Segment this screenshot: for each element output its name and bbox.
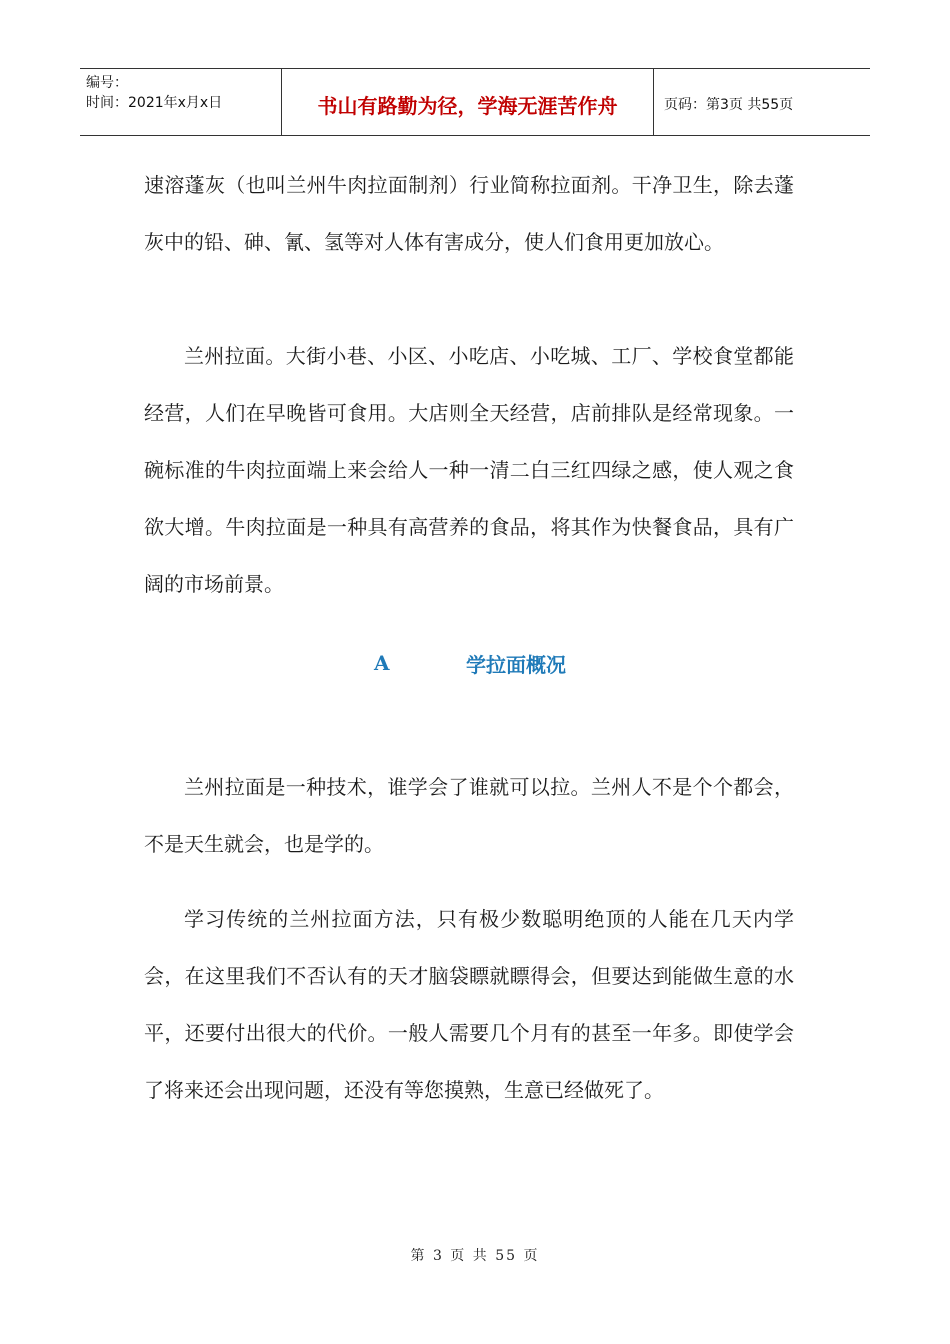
paragraph-2: 兰州拉面。大街小巷、小区、小吃店、小吃城、工厂、学校食堂都能经营，人们在早晚皆可食用。大店则全天经营，店前排队是经常现象。一碗标准的牛肉拉面端上来会给人一种一清二白三红四绿之感，使人观之食欲大增。牛肉拉面是一种具有高营养的食品，将其作为快餐食品，具有广阔的市场前景。 xyxy=(144,344,794,596)
header-motto: 书山有路勤为径，学海无涯苦作舟 xyxy=(282,69,654,135)
page-header xyxy=(80,68,870,136)
paragraph-1: 速溶蓬灰（也叫兰州牛肉拉面制剂）行业简称拉面剂。干净卫生，除去蓬灰中的铅、砷、氰、氢等对人体有害成分，使人们食用更加放心。 xyxy=(144,173,794,254)
section-heading xyxy=(374,648,566,678)
paragraph-3: 兰州拉面是一种技术，谁学会了谁就可以拉。兰州人不是个个都会，不是天生就会，也是学的。 xyxy=(144,775,794,856)
section-letter: A xyxy=(374,651,390,675)
header-page-info: 页码：第3页 共55页 xyxy=(664,97,794,113)
header-meta xyxy=(80,69,282,135)
date-label: 时间：2021年x月x日 xyxy=(86,95,223,111)
paragraph-4: 学习传统的兰州拉面方法，只有极少数聪明绝顶的人能在几天内学会，在这里我们不否认有的天才脑袋瞟就瞟得会，但要达到能做生意的水平，还要付出很大的代价。一般人需要几个月有的甚至一年多。即使学会了将来还会出现问题，还没有等您摸熟，生意已经做死了。 xyxy=(144,907,794,1102)
section-title: 学拉面概况 xyxy=(466,652,566,677)
number-label: 编号： xyxy=(86,75,128,91)
page-footer: 第 3 页 共 55 页 xyxy=(410,1248,540,1264)
